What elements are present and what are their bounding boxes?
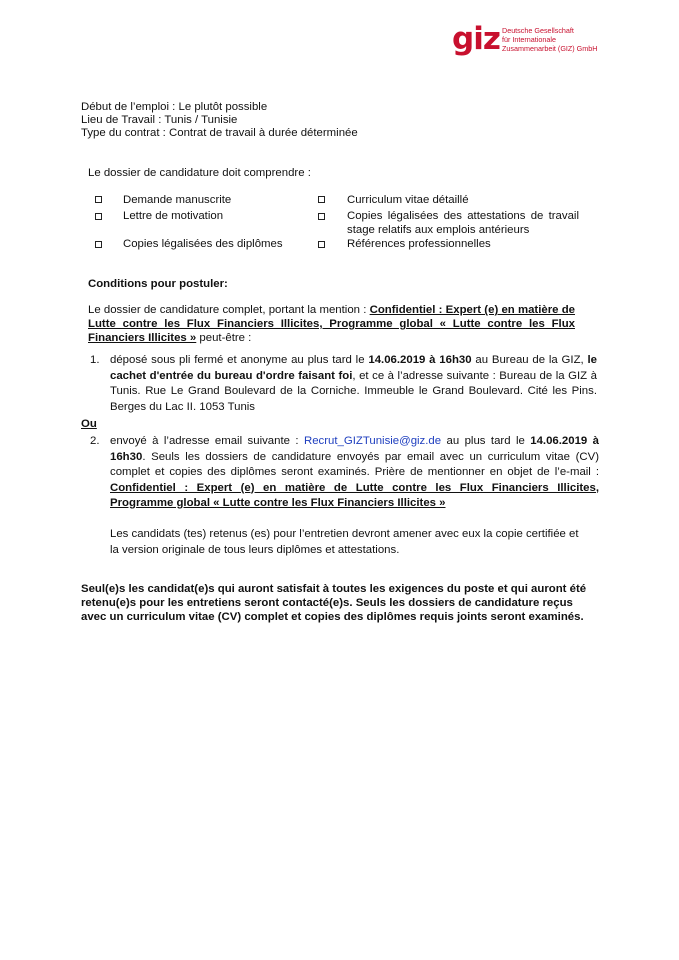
stamp-note: le cachet d'entrée du bureau d'ordre faisant foi	[110, 354, 597, 382]
deadline-date: 14.06.2019 à 16h30	[110, 435, 599, 463]
email-link[interactable]: Recrut_GIZTunisie@giz.de	[303, 435, 442, 447]
conditions-tail: peut-être :	[196, 332, 252, 344]
contract-type: Type du contrat : Contrat de travail à durée déterminée	[81, 127, 358, 139]
checkbox-bullet-icon	[318, 213, 325, 220]
list-number: 1.	[90, 354, 100, 366]
item1-address: , et ce à l’adresse suivante : Bureau de la GIZ à Tunis. Rue Le Grand Boulevard de la Corniche. Immeuble le Grand Boulevard. Cité les Pins. Berges du Lac II. 1053 Tunis	[110, 369, 597, 413]
dossier-item: Copies légalisées des diplômes	[123, 238, 283, 250]
dossier-item: Demande manuscrite	[123, 194, 232, 206]
item2-text: . Seuls les dossiers de candidature envoyés par email avec un curriculum vitae (CV) complet et copies des diplômes seront examinés. Prière de mentionner en objet de l’e-mail :	[110, 450, 599, 478]
email-subject: Confidentiel : Expert (e) en matière de Lutte contre les Flux Financiers Illicites, Programme global « Lutte contre les Flux Financiers Illicites »	[110, 481, 599, 509]
item1-text: au Bureau de la GIZ,	[471, 354, 588, 366]
footer-note: Seul(e)s les candidat(e)s qui auront satisfait à toutes les exigences du poste et qui auront été retenu(e)s pour les entretiens seront contacté(e)s. Seuls les dossiers de candidature reçus avec un curriculum vitae (CV) complet et copies des diplômes requis joints seront examinés.	[81, 583, 587, 623]
list-item-1	[110, 353, 597, 415]
logo-line: Deutsche Gesellschaft	[502, 26, 574, 35]
conditions-heading: Conditions pour postuler:	[88, 278, 228, 290]
giz-logo-text	[502, 26, 597, 54]
logo-line: für Internationale	[502, 35, 556, 45]
dossier-item: Copies légalisées des attestations de travail stage relatifs aux emplois antérieurs	[347, 210, 579, 236]
item2-text: envoyé à l’adresse email suivante :	[110, 435, 304, 447]
dossier-item: Curriculum vitae détaillé	[347, 194, 469, 206]
item2-text: au plus tard le	[441, 435, 531, 447]
checkbox-bullet-icon	[95, 213, 102, 220]
checkbox-bullet-icon	[95, 241, 102, 248]
checkbox-bullet-icon	[318, 196, 325, 203]
giz-logo-mark: giz	[452, 21, 500, 57]
dossier-intro: Le dossier de candidature doit comprendre :	[88, 167, 311, 179]
conditions-paragraph	[88, 303, 575, 345]
retained-note: Les candidats (tes) retenus (es) pour l’entretien devront amener avec eux la copie certifiée et la version originale de tous leurs diplômes et attestations.	[110, 528, 579, 556]
dossier-item: Références professionnelles	[347, 238, 491, 250]
dossier-item: Lettre de motivation	[123, 210, 224, 222]
conditions-lead: Le dossier de candidature complet, portant la mention :	[88, 304, 370, 316]
job-location: Lieu de Travail : Tunis / Tunisie	[81, 114, 238, 126]
mention-title: Confidentiel : Expert (e) en matière de Lutte contre les Flux Financiers Illicites, Programme global « Lutte contre les Flux Financiers Illicites »	[88, 304, 575, 344]
item1-text: déposé sous pli fermé et anonyme au plus tard le	[110, 354, 369, 366]
or-separator: Ou	[81, 418, 97, 430]
list-item-2	[110, 434, 599, 512]
job-start: Début de l’emploi : Le plutôt possible	[81, 101, 268, 113]
checkbox-bullet-icon	[318, 241, 325, 248]
deadline-date: 14.06.2019 à 16h30	[368, 354, 472, 366]
logo-line: Zusammenarbeit (GIZ) GmbH	[502, 44, 598, 54]
list-number: 2.	[90, 435, 100, 447]
checkbox-bullet-icon	[95, 196, 102, 203]
